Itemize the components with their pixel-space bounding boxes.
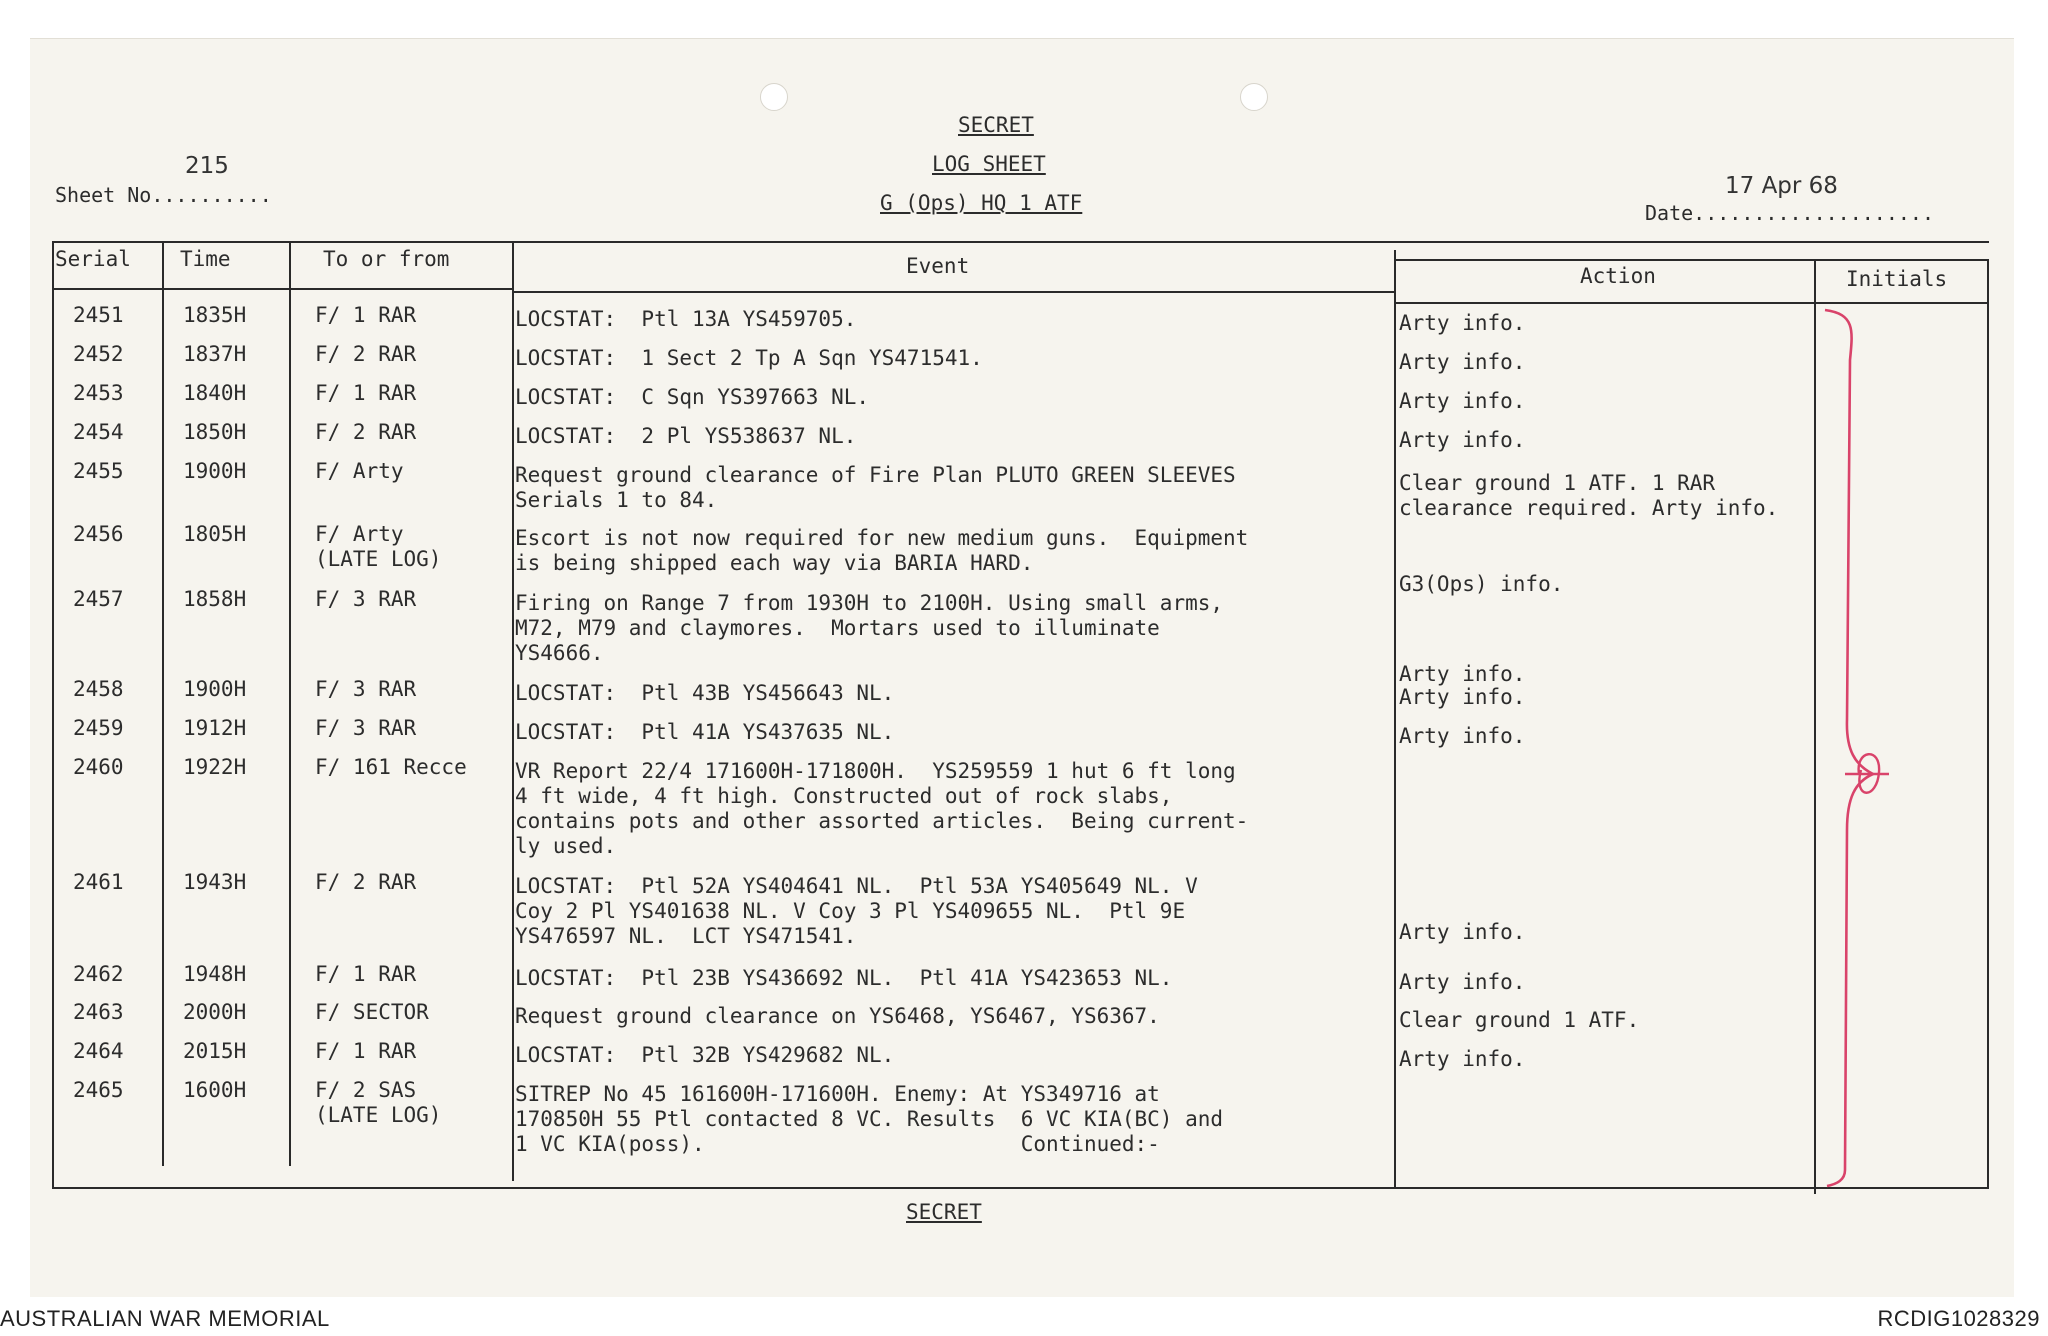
serial-cell: 2458 [73,677,124,701]
action-line: Arty info. [1399,920,1526,944]
footer-record-id: RCDIG1028329 [1877,1306,2040,1331]
serial-cell: 2452 [73,342,124,366]
serial-cell: 2464 [73,1039,124,1063]
to-from-cell: (LATE LOG) [315,547,442,571]
time-cell: 2015H [183,1039,247,1063]
action-line: Arty info. [1399,1047,1526,1071]
time-cell: 1900H [183,459,247,483]
sheet-number-label: Sheet No.......... [55,183,272,207]
event-line: contains pots and other assorted articles. Being current- [515,809,1249,833]
time-cell: 1900H [183,677,247,701]
to-from-cell: F/ 3 RAR [315,716,417,740]
to-from-cell: F/ 2 RAR [315,420,417,444]
event-line: 1 VC KIA(poss). Continued:- [515,1132,1160,1156]
action-line: Arty info. [1399,389,1526,413]
action-line: G3(Ops) info. [1399,572,1564,596]
time-cell: 1805H [183,522,247,546]
event-line: LOCSTAT: Ptl 13A YS459705. [515,307,857,331]
event-line: LOCSTAT: Ptl 52A YS404641 NL. Ptl 53A YS405649 NL. V [515,874,1198,898]
time-cell: 2000H [183,1000,247,1024]
event-line: LOCSTAT: C Sqn YS397663 NL. [515,385,870,409]
to-from-cell: F/ 2 SAS [315,1078,417,1102]
action-line: Clear ground 1 ATF. [1399,1008,1640,1032]
serial-cell: 2455 [73,459,124,483]
serial-cell: 2465 [73,1078,124,1102]
to-from-cell: F/ 161 Recce [315,755,467,779]
event-line: LOCSTAT: Ptl 41A YS437635 NL. [515,720,895,744]
to-from-cell: F/ 1 RAR [315,1039,417,1063]
action-line: Arty info. [1399,311,1526,335]
initials-brace-mark [1815,300,1995,1190]
action-line: Arty info. [1399,662,1526,686]
serial-cell: 2451 [73,303,124,327]
serial-cell: 2453 [73,381,124,405]
event-line: ly used. [515,834,617,858]
time-cell: 1912H [183,716,247,740]
to-from-cell: (LATE LOG) [315,1103,442,1127]
action-line: Arty info. [1399,350,1526,374]
event-line: LOCSTAT: Ptl 23B YS436692 NL. Ptl 41A YS423653 NL. [515,966,1173,990]
to-from-cell: F/ 3 RAR [315,677,417,701]
time-cell: 1840H [183,381,247,405]
punch-hole-right [1240,83,1268,111]
event-line: YS4666. [515,641,604,665]
to-from-cell: F/ 1 RAR [315,381,417,405]
serial-cell: 2459 [73,716,124,740]
action-line: clearance required. Arty info. [1399,496,1779,520]
sheet-number: 215 [185,153,229,179]
event-line: Request ground clearance of Fire Plan PLUTO GREEN SLEEVES [515,463,1236,487]
document-title: LOG SHEET [932,152,1046,176]
event-line: LOCSTAT: 1 Sect 2 Tp A Sqn YS471541. [515,346,983,370]
action-line: Arty info. [1399,428,1526,452]
event-line: Request ground clearance on YS6468, YS6467, YS6367. [515,1004,1160,1028]
classification-bottom: SECRET [906,1200,982,1224]
event-line: Coy 2 Pl YS401638 NL. V Coy 3 Pl YS409655 NL. Ptl 9E [515,899,1186,923]
to-from-cell: F/ Arty [315,522,404,546]
event-line: LOCSTAT: Ptl 43B YS456643 NL. [515,681,895,705]
column-header-action: Action [1580,264,1656,288]
event-line: Firing on Range 7 from 1930H to 2100H. Using small arms, [515,591,1224,615]
column-header-time: Time [180,247,231,271]
serial-cell: 2457 [73,587,124,611]
action-line: Clear ground 1 ATF. 1 RAR [1399,471,1716,495]
column-header-initials: Initials [1846,267,1948,291]
time-cell: 1858H [183,587,247,611]
event-line: LOCSTAT: 2 Pl YS538637 NL. [515,424,857,448]
serial-cell: 2461 [73,870,124,894]
column-header-event: Event [906,254,970,278]
time-cell: 1850H [183,420,247,444]
to-from-cell: F/ Arty [315,459,404,483]
event-line: SITREP No 45 161600H-171600H. Enemy: At YS349716 at [515,1082,1160,1106]
event-line: LOCSTAT: Ptl 32B YS429682 NL. [515,1043,895,1067]
event-line: YS476597 NL. LCT YS471541. [515,924,857,948]
event-line: Serials 1 to 84. [515,488,718,512]
time-cell: 1943H [183,870,247,894]
serial-cell: 2456 [73,522,124,546]
column-header-to-from: To or from [323,247,450,271]
date-label: Date.................... [1645,201,1934,225]
time-cell: 1837H [183,342,247,366]
to-from-cell: F/ 1 RAR [315,303,417,327]
event-line: 4 ft wide, 4 ft high. Constructed out of rock slabs, [515,784,1173,808]
time-cell: 1922H [183,755,247,779]
unit-name: G (Ops) HQ 1 ATF [880,191,1083,215]
event-line: VR Report 22/4 171600H-171800H. YS259559 1 hut 6 ft long [515,759,1236,783]
event-line: 170850H 55 Ptl contacted 8 VC. Results 6 VC KIA(BC) and [515,1107,1224,1131]
serial-cell: 2460 [73,755,124,779]
to-from-cell: F/ 1 RAR [315,962,417,986]
footer-archive-name: AUSTRALIAN WAR MEMORIAL [0,1306,330,1331]
event-line: M72, M79 and claymores. Mortars used to illuminate [515,616,1160,640]
time-cell: 1835H [183,303,247,327]
date-value: 17 Apr 68 [1725,173,1838,199]
serial-cell: 2454 [73,420,124,444]
time-cell: 1948H [183,962,247,986]
to-from-cell: F/ 2 RAR [315,870,417,894]
action-line: Arty info. [1399,685,1526,709]
classification-top: SECRET [958,113,1034,137]
punch-hole-left [760,83,788,111]
action-line: Arty info. [1399,724,1526,748]
serial-cell: 2463 [73,1000,124,1024]
column-header-serial: Serial [55,247,131,271]
to-from-cell: F/ 3 RAR [315,587,417,611]
action-line: Arty info. [1399,970,1526,994]
event-line: Escort is not now required for new medium guns. Equipment [515,526,1249,550]
to-from-cell: F/ 2 RAR [315,342,417,366]
time-cell: 1600H [183,1078,247,1102]
to-from-cell: F/ SECTOR [315,1000,429,1024]
serial-cell: 2462 [73,962,124,986]
event-line: is being shipped each way via BARIA HARD. [515,551,1034,575]
